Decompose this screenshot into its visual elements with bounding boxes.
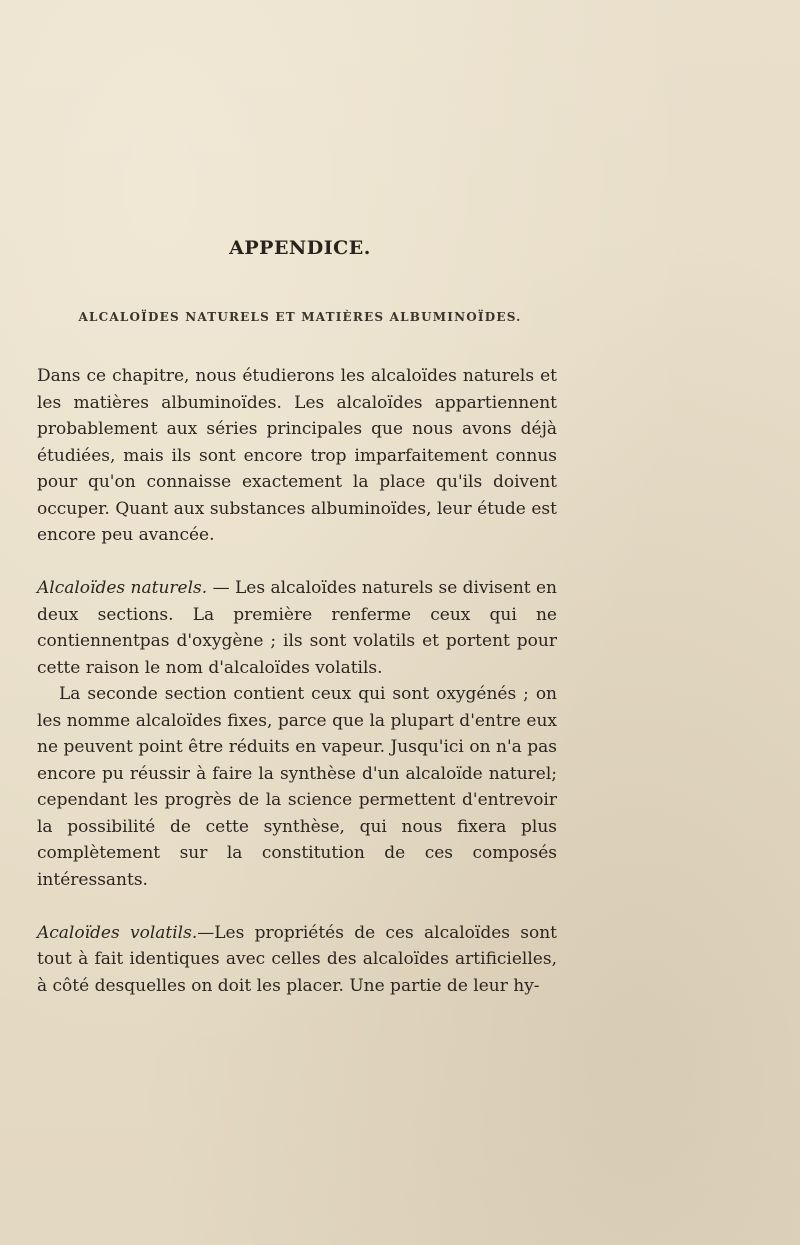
paragraph-seconde-section-text: La seconde section contient ceux qui sont oxygénés ; on les nomme alcaloïdes fixes, parce que la plupart d'entre eux ne peuvent point être réduits en vapeur. Jusqu'ici on n'a pas encore pu réussir à faire la synthèse d'un alcaloïde naturel; cependant les progrès de la science permettent d'entrevoir la possibilité de cette synthèse, qui nous fixera plus complètement sur la constitution de ces composés intéressants.: [37, 684, 557, 890]
paragraph-intro: [37, 363, 557, 549]
paragraph-alcaloides-volatils: [37, 920, 557, 1000]
paragraph-intro-text: Dans ce chapitre, nous étudierons les alcaloïdes naturels et les matières albuminoïdes. Les alcaloïdes appartiennent probablement aux séries principales que nous avons déjà étudiées, mais ils sont encore trop imparfaitement connus pour qu'on connaisse exactement la place qu'ils doivent occuper. Quant aux substances albuminoïdes, leur étude est encore peu avancée.: [37, 366, 557, 545]
paragraph-alcaloides-volatils-text: —Les propriétés de ces alcaloïdes sont tout à fait identiques avec celles des alcaloïdes artificielles, à côté desquelles on doit les placer. Une partie de leur hy-: [37, 922, 558, 996]
paragraph-heading-alcaloides-volatils: Acaloïdes volatils.: [37, 922, 198, 943]
paragraph-seconde-section: [37, 681, 557, 893]
paragraph-alcaloides-naturels: [37, 575, 557, 681]
paragraph-alcaloides-naturels-text: — Les alcaloïdes naturels se divisent en deux sections. La première renferme ceux qui ne contiennentpas d'oxygène ; ils sont volatils et portent pour cette raison le nom d'alcaloïdes volatils.: [37, 578, 558, 678]
paragraph-heading-alcaloides-naturels: Alcaloïdes naturels.: [37, 578, 208, 598]
page-title: APPENDICE.: [229, 237, 371, 259]
section-subtitle: ALCALOÏDES NATURELS ET MATIÈRES ALBUMINOÏDES.: [78, 310, 522, 324]
body-text: [37, 363, 557, 999]
